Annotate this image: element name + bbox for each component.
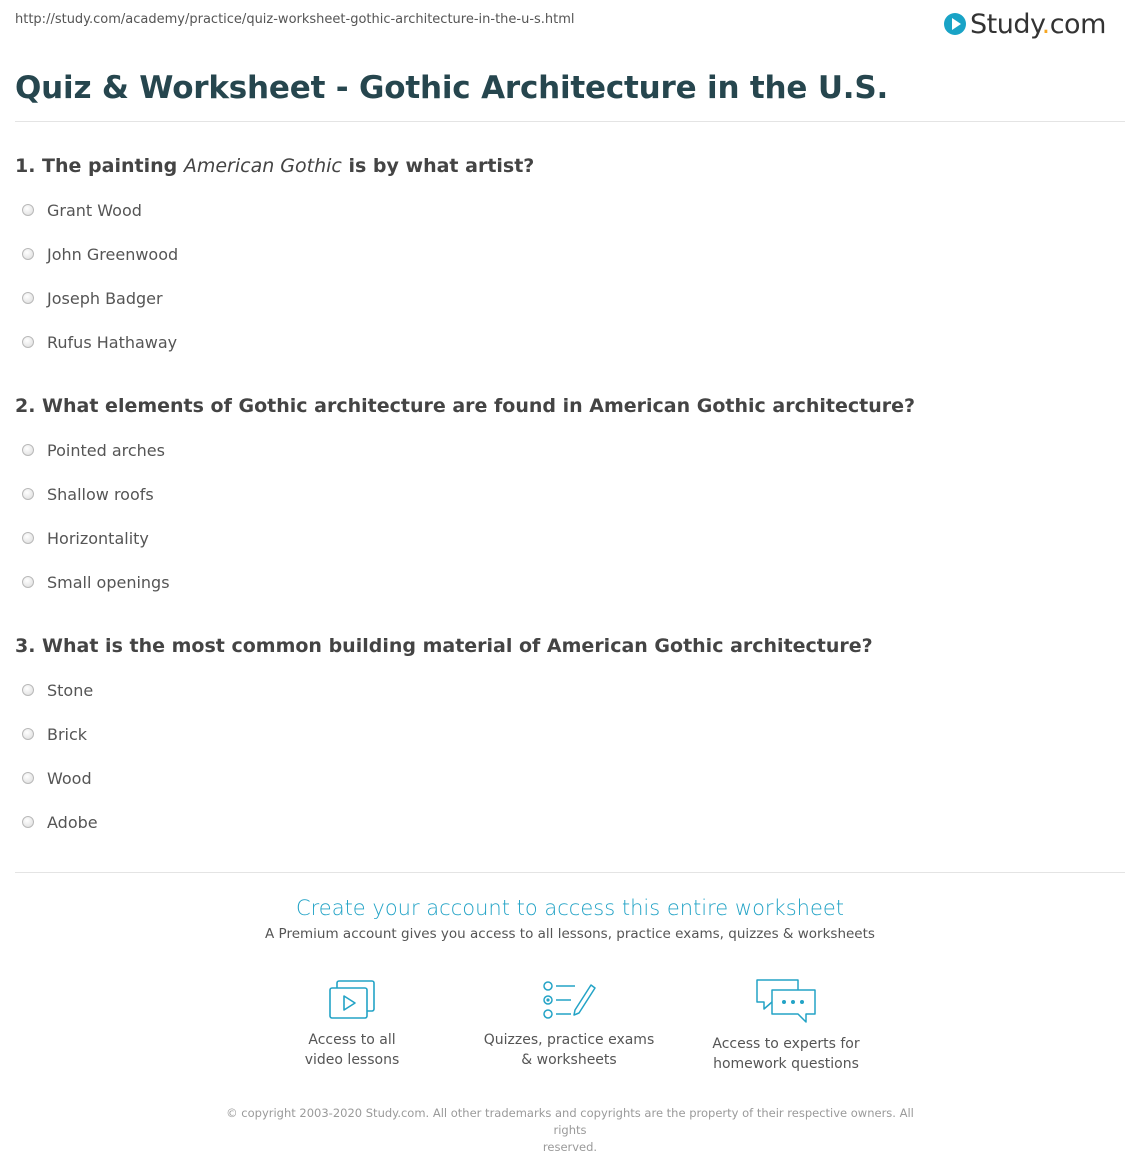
- study-logo[interactable]: [944, 6, 1106, 42]
- video-lessons-icon: [326, 978, 378, 1024]
- radio-button[interactable]: [22, 292, 34, 304]
- option-q1-b[interactable]: [22, 243, 178, 265]
- radio-button[interactable]: [22, 532, 34, 544]
- feature-line: & worksheets: [521, 1052, 617, 1068]
- question-1: 1. The painting American Gothic is by what artist?: [15, 155, 535, 177]
- radio-button[interactable]: [22, 248, 34, 260]
- option-q1-d[interactable]: [22, 331, 177, 353]
- option-q3-d[interactable]: [22, 811, 98, 833]
- cta-divider: [15, 872, 1125, 873]
- option-q2-b[interactable]: [22, 483, 154, 505]
- option-label: Small openings: [47, 572, 170, 592]
- cta-title-link[interactable]: Create your account to access this entire worksheet: [295, 896, 845, 920]
- feature-line: homework questions: [713, 1056, 859, 1072]
- option-q1-c[interactable]: [22, 287, 163, 309]
- option-label: John Greenwood: [47, 244, 179, 264]
- feature-video-lessons: [242, 978, 462, 1070]
- option-label: Shallow roofs: [47, 484, 154, 504]
- cta-subtitle: A Premium account gives you access to all lessons, practice exams, quizzes & worksheets: [265, 926, 875, 942]
- question-2: 2. What elements of Gothic architecture are found in American Gothic architecture?: [15, 395, 916, 417]
- feature-line: Access to all: [308, 1032, 396, 1048]
- option-q2-d[interactable]: [22, 571, 170, 593]
- feature-line: Access to experts for: [712, 1036, 860, 1052]
- option-q2-c[interactable]: [22, 527, 149, 549]
- option-label: Wood: [47, 768, 92, 788]
- option-label: Adobe: [47, 812, 98, 832]
- play-logo-icon: [944, 13, 966, 35]
- option-q2-a[interactable]: [22, 439, 165, 461]
- title-divider: [15, 121, 1125, 122]
- radio-button[interactable]: [22, 772, 34, 784]
- quiz-checklist-icon: [541, 978, 597, 1024]
- radio-button[interactable]: [22, 816, 34, 828]
- chat-bubbles-icon: [754, 976, 818, 1030]
- option-q3-a[interactable]: [22, 679, 93, 701]
- radio-button[interactable]: [22, 444, 34, 456]
- question-3: 3. What is the most common building material of American Gothic architecture?: [15, 635, 873, 657]
- radio-button[interactable]: [22, 684, 34, 696]
- option-label: Grant Wood: [47, 200, 142, 220]
- option-label: Joseph Badger: [47, 288, 163, 308]
- option-label: Brick: [47, 724, 88, 744]
- feature-line: video lessons: [304, 1052, 400, 1068]
- option-q1-a[interactable]: [22, 199, 142, 221]
- feature-line: Quizzes, practice exams: [483, 1032, 655, 1048]
- radio-button[interactable]: [22, 204, 34, 216]
- radio-button[interactable]: [22, 336, 34, 348]
- feature-experts: [676, 976, 896, 1074]
- page-url: http://study.com/academy/practice/quiz-worksheet-gothic-architecture-in-the-u-s.html: [15, 12, 575, 27]
- option-q3-b[interactable]: [22, 723, 87, 745]
- radio-button[interactable]: [22, 488, 34, 500]
- option-q3-c[interactable]: [22, 767, 92, 789]
- copyright-footer: © copyright 2003-2020 Study.com. All other trademarks and copyrights are the property of their respective owners. All rights reserved.: [226, 1106, 914, 1154]
- option-label: Stone: [47, 680, 94, 700]
- option-label: Rufus Hathaway: [47, 332, 178, 352]
- feature-quizzes: [459, 978, 679, 1070]
- logo-wordmark: Study.com: [970, 8, 1106, 40]
- page-title: Quiz & Worksheet - Gothic Architecture in the U.S.: [15, 70, 889, 106]
- option-label: Horizontality: [47, 528, 149, 548]
- radio-button[interactable]: [22, 728, 34, 740]
- option-label: Pointed arches: [47, 440, 165, 460]
- radio-button[interactable]: [22, 576, 34, 588]
